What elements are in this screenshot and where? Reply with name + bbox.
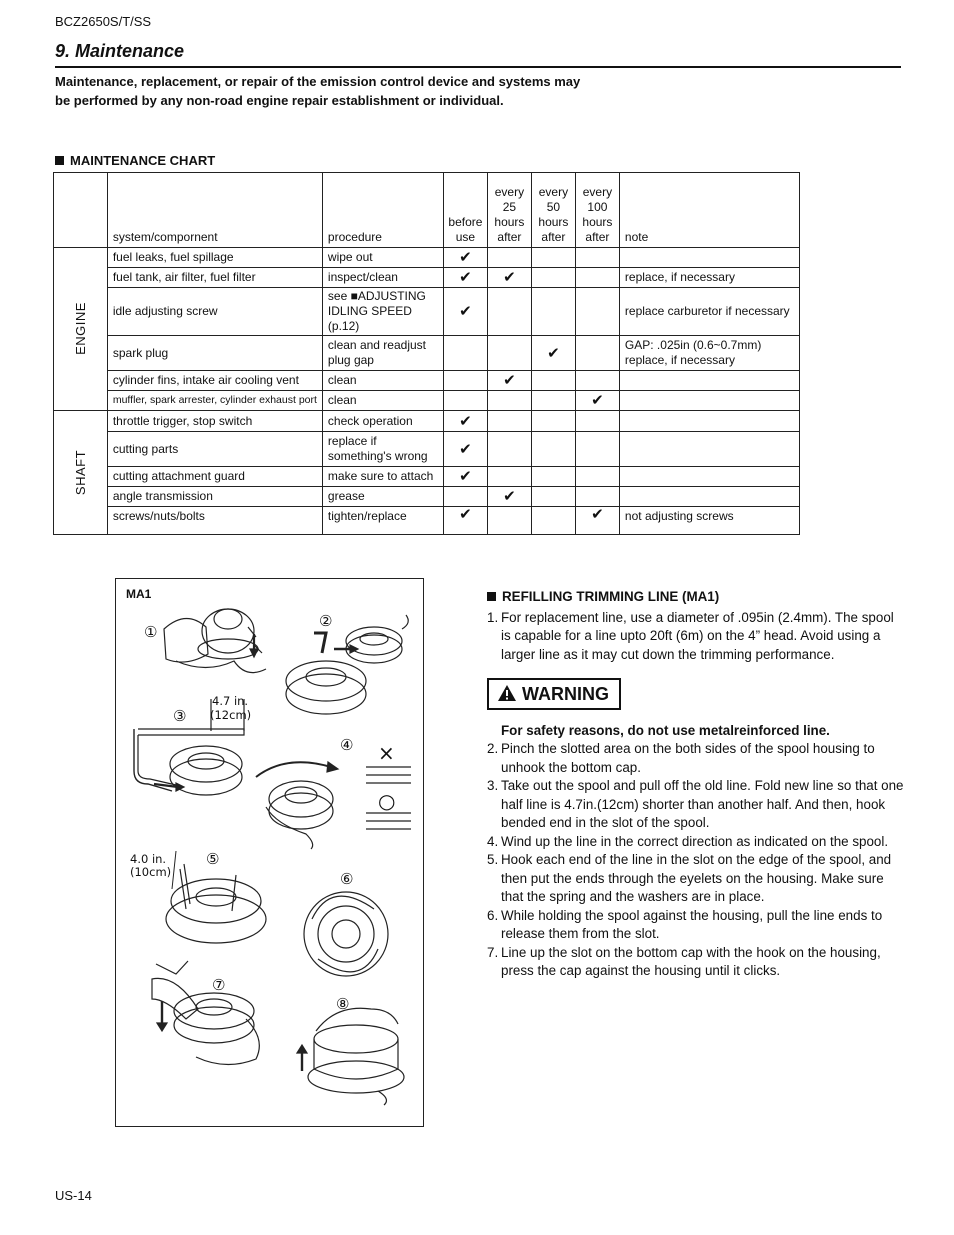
check-100 xyxy=(575,288,619,336)
check-25 xyxy=(487,288,531,336)
check-before xyxy=(443,371,487,391)
warning-triangle-icon xyxy=(497,684,517,702)
square-bullet-icon xyxy=(55,156,64,165)
instruction-step: 5. Hook each end of the line in the slot on the edge of the spool, and then put the ends through the eyelets on the housing. Make sure that the spring and the washers are in place. xyxy=(487,852,892,904)
figure-illustration xyxy=(116,579,423,1126)
check-before: ✔ xyxy=(443,288,487,336)
group-engine: ENGINE xyxy=(54,248,108,411)
chart-heading-text: MAINTENANCE CHART xyxy=(70,153,216,168)
table-row xyxy=(54,487,800,507)
step-number-6: ⑥ xyxy=(340,870,354,888)
warning-text: For safety reasons, do not use metalreinforced line. xyxy=(501,722,830,738)
check-50 xyxy=(531,487,575,507)
maintenance-chart-heading xyxy=(55,153,215,168)
check-50: ✔ xyxy=(531,336,575,371)
row-note xyxy=(619,391,799,411)
dimension-label-2-metric: (10cm) xyxy=(130,865,172,879)
instruction-step: 6. While holding the spool against the housing, pull the line ends to release them from the slot. xyxy=(487,907,883,941)
row-note: not adjusting screws xyxy=(619,507,799,535)
check-before: ✔ xyxy=(443,411,487,432)
row-component: throttle trigger, stop switch xyxy=(107,411,322,432)
row-procedure: check operation xyxy=(322,411,443,432)
step-number-5: ⑤ xyxy=(206,850,220,868)
row-procedure: tighten/replace xyxy=(322,507,443,535)
instruction-step: 3. Take out the spool and pull off the old line. Fold new line so that one half line is 4.7in.(12cm) shorter than another half. And then, hook bended end in the slot of the spool. xyxy=(487,778,904,830)
check-25 xyxy=(487,411,531,432)
header-note: note xyxy=(619,173,799,248)
row-component: cutting parts xyxy=(107,432,322,467)
instruction-step: 2. Pinch the slotted area on the both sides of the spool housing to unhook the bottom cap. xyxy=(487,741,875,775)
check-25 xyxy=(487,391,531,411)
row-procedure: see ■ADJUSTING IDLING SPEED (p.12) xyxy=(322,288,443,336)
check-25: ✔ xyxy=(487,268,531,288)
step-number-8: ⑧ xyxy=(336,995,350,1013)
row-procedure: make sure to attach xyxy=(322,467,443,487)
row-component: fuel leaks, fuel spillage xyxy=(107,248,322,268)
check-100 xyxy=(575,371,619,391)
check-before: ✔ xyxy=(443,268,487,288)
row-note xyxy=(619,371,799,391)
table-header-row xyxy=(54,173,800,248)
check-100 xyxy=(575,411,619,432)
check-100 xyxy=(575,248,619,268)
dimension-label-1-metric: (12cm) xyxy=(210,708,252,722)
row-procedure: clean xyxy=(322,371,443,391)
row-note xyxy=(619,248,799,268)
step6-illustration xyxy=(304,892,388,976)
table-row xyxy=(54,432,800,467)
refill-heading-text: REFILLING TRIMMING LINE (MA1) xyxy=(502,589,720,604)
header-procedure: procedure xyxy=(322,173,443,248)
step7-illustration xyxy=(152,961,259,1065)
check-100 xyxy=(575,268,619,288)
row-component: cutting attachment guard xyxy=(107,467,322,487)
table-row xyxy=(54,336,800,371)
header-every-100: every 100 hours after xyxy=(575,173,619,248)
check-before: ✔ xyxy=(443,248,487,268)
wrong-mark-icon: × xyxy=(378,741,395,765)
check-before: ✔ xyxy=(443,467,487,487)
model-number: BCZ2650S/T/SS xyxy=(55,14,152,29)
row-note xyxy=(619,467,799,487)
row-procedure: replace if something's wrong xyxy=(322,432,443,467)
row-component: cylinder fins, intake air cooling vent xyxy=(107,371,322,391)
table-row xyxy=(54,467,800,487)
check-50 xyxy=(531,288,575,336)
table-row xyxy=(54,288,800,336)
step-number-7: ⑦ xyxy=(212,976,226,994)
header-group-cell xyxy=(54,173,108,248)
check-50 xyxy=(531,411,575,432)
header-every-50: every 50 hours after xyxy=(531,173,575,248)
right-mark-icon: ○ xyxy=(378,789,396,813)
row-note: replace carburetor if necessary xyxy=(619,288,799,336)
row-component: spark plug xyxy=(107,336,322,371)
header-every-25: every 25 hours after xyxy=(487,173,531,248)
row-procedure: inspect/clean xyxy=(322,268,443,288)
row-note xyxy=(619,411,799,432)
step2-illustration xyxy=(286,615,408,714)
header-before-use: before use xyxy=(443,173,487,248)
step1-illustration xyxy=(164,609,266,673)
title-rule xyxy=(55,66,901,68)
check-before xyxy=(443,336,487,371)
page-number: US-14 xyxy=(55,1188,92,1203)
table-row xyxy=(54,391,800,411)
table-row xyxy=(54,248,800,268)
row-note xyxy=(619,432,799,467)
check-100: ✔ xyxy=(575,391,619,411)
dimension-label-2: 4.0 in. xyxy=(130,852,167,866)
section-title: 9. Maintenance xyxy=(55,41,185,61)
row-procedure: clean and readjust plug gap xyxy=(322,336,443,371)
table-row xyxy=(54,268,800,288)
row-component: screws/nuts/bolts xyxy=(107,507,322,535)
check-50 xyxy=(531,391,575,411)
figure-label: MA1 xyxy=(126,587,152,601)
check-50 xyxy=(531,467,575,487)
row-procedure: clean xyxy=(322,391,443,411)
check-50 xyxy=(531,507,575,535)
refill-heading xyxy=(487,588,907,607)
step-number-4: ④ xyxy=(340,736,354,754)
check-before xyxy=(443,391,487,411)
row-component: muffler, spark arrester, cylinder exhaust port xyxy=(107,391,322,411)
check-before xyxy=(443,487,487,507)
check-50 xyxy=(531,248,575,268)
check-100 xyxy=(575,487,619,507)
group-shaft: SHAFT xyxy=(54,411,108,535)
step8-illustration xyxy=(297,1008,404,1105)
refill-instructions xyxy=(487,588,907,981)
figure-ma1 xyxy=(115,578,424,1127)
check-50 xyxy=(531,371,575,391)
row-note xyxy=(619,487,799,507)
instruction-step: 1. For replacement line, use a diameter of .095in (2.4mm). The spool is capable for a line upto 20ft (6m) on the 4” head. Avoid using a larger line as it may cut down the trimming performance. xyxy=(487,609,894,662)
warning-label: WARNING xyxy=(522,684,610,704)
row-note: replace, if necessary xyxy=(619,268,799,288)
row-component: idle adjusting screw xyxy=(107,288,322,336)
check-before: ✔ xyxy=(443,507,487,535)
row-component: angle transmission xyxy=(107,487,322,507)
check-25 xyxy=(487,432,531,467)
intro-text: Maintenance, replacement, or repair of the emission control device and systems may be performed by any non-road engine repair establishment or individual. xyxy=(55,74,581,108)
table-row xyxy=(54,371,800,391)
step-number-1: ① xyxy=(144,623,158,641)
row-procedure: wipe out xyxy=(322,248,443,268)
check-25 xyxy=(487,467,531,487)
square-bullet-icon xyxy=(487,592,496,601)
check-100 xyxy=(575,432,619,467)
maintenance-table xyxy=(53,172,800,535)
warning-box xyxy=(487,678,621,710)
check-25 xyxy=(487,507,531,535)
check-100 xyxy=(575,336,619,371)
check-25: ✔ xyxy=(487,487,531,507)
check-100 xyxy=(575,467,619,487)
table-row xyxy=(54,411,800,432)
check-50 xyxy=(531,268,575,288)
check-25 xyxy=(487,248,531,268)
dimension-label-1: 4.7 in. xyxy=(212,694,249,708)
row-component: fuel tank, air filter, fuel filter xyxy=(107,268,322,288)
check-before: ✔ xyxy=(443,432,487,467)
check-25 xyxy=(487,336,531,371)
check-100: ✔ xyxy=(575,507,619,535)
check-25: ✔ xyxy=(487,371,531,391)
row-procedure: grease xyxy=(322,487,443,507)
step-number-3: ③ xyxy=(173,707,187,725)
table-row xyxy=(54,507,800,535)
step-number-2: ② xyxy=(319,612,333,630)
instruction-step: 7. Line up the slot on the bottom cap with the hook on the housing, press the cap against the housing until it clicks. xyxy=(487,944,881,978)
row-note: GAP: .025in (0.6~0.7mm) replace, if necessary xyxy=(619,336,799,371)
instruction-step: 4. Wind up the line in the correct direction as indicated on the spool. xyxy=(487,833,889,849)
check-50 xyxy=(531,432,575,467)
header-system: system/compornent xyxy=(107,173,322,248)
